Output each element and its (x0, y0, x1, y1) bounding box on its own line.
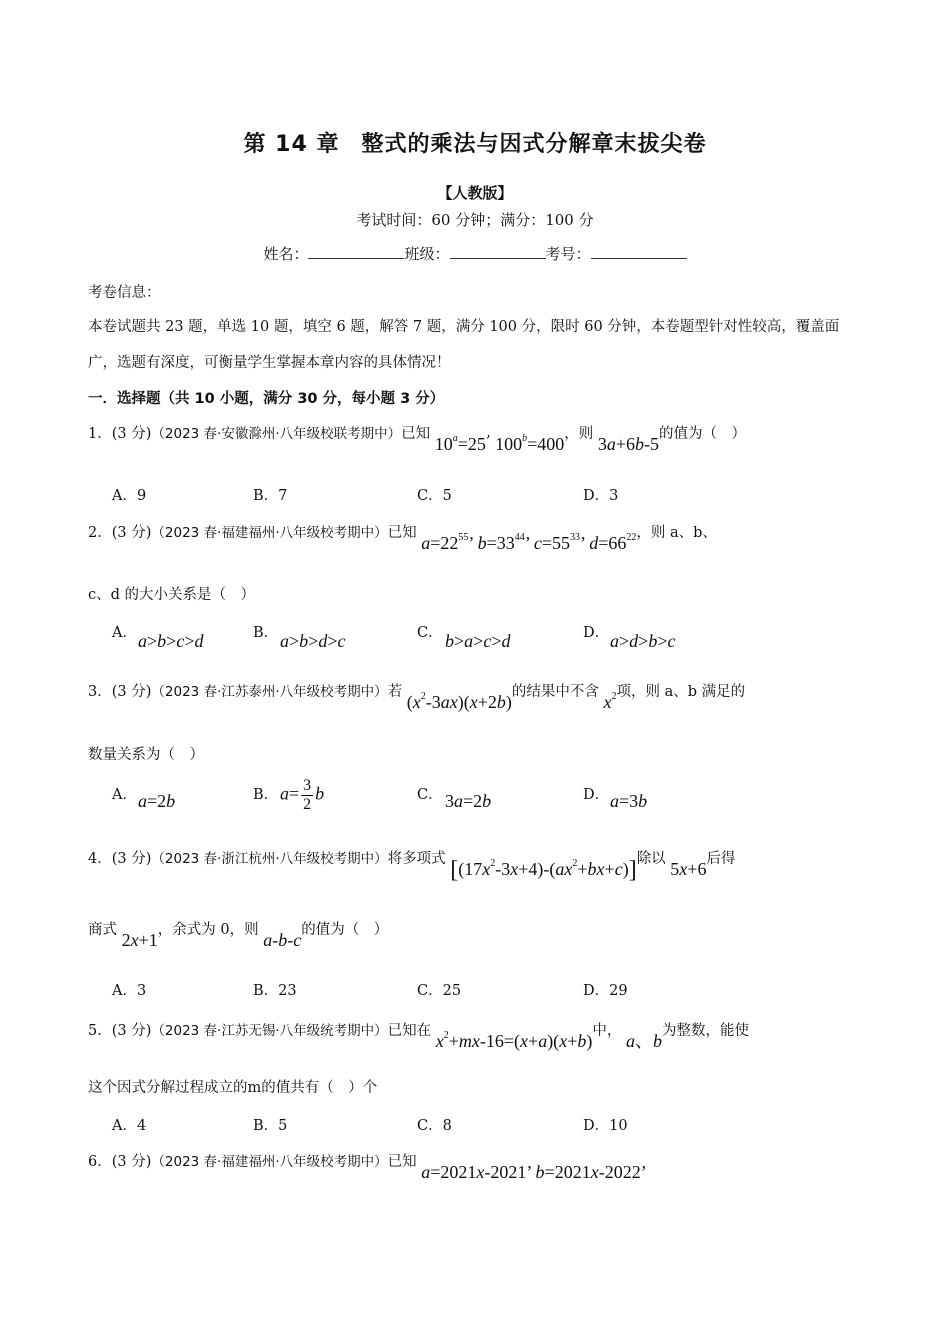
info-body: 本卷试题共 23 题，单选 10 题，填空 6 题，解答 7 题，满分 100 分，限时 60 分钟，本卷题型针对性较高，覆盖面广，选题有深度，可衡量学生掌握本章内容的具体情况！ (88, 319, 840, 371)
option-d[interactable]: D． (583, 625, 610, 641)
option-b[interactable]: B．7 (253, 488, 288, 504)
question-number: 1． (88, 426, 112, 442)
option-c[interactable]: C．5 (417, 488, 452, 504)
question-score: (3 分) (111, 1023, 152, 1039)
page-title (0, 127, 950, 158)
question-text: ，则 a、b、 (636, 525, 717, 541)
question-number: 6． (88, 1154, 112, 1170)
option-c[interactable]: C．8 (417, 1118, 452, 1134)
question-text: 已知在 (387, 1023, 432, 1039)
question-1-options (112, 484, 872, 514)
question-score: (3 分) (111, 851, 152, 867)
name-label: 姓名： (263, 245, 309, 263)
question-text: 的值为（ ） (301, 922, 389, 938)
math-expression: $(x^2-3ax)(x+2b)$ (406, 691, 512, 712)
question-source: （2023 春·江苏无锡·八年级统考期中） (151, 1023, 388, 1039)
question-text: 为整数，能使 (661, 1023, 749, 1039)
option-a[interactable]: A．9 (112, 488, 147, 504)
option-d-math: a=3b (610, 791, 648, 811)
math-expression: $a=22^{55}$’ $b=33^{44}$’ $c=55^{33}$’ $d=66^{22}$ (421, 532, 637, 553)
question-source: （2023 春·浙江杭州·八年级校考期中） (151, 851, 388, 867)
question-score: (3 分) (111, 1154, 152, 1170)
question-4-options (112, 979, 872, 1009)
question-text: 商式 (88, 922, 117, 938)
option-d[interactable]: D．10 (583, 1118, 628, 1134)
title-chapter: 第 14 章 (243, 132, 340, 157)
math-expression: $100^b=400$ (495, 433, 565, 454)
question-5-continued: 这个因式分解过程成立的m的值共有（ ）个 (88, 1080, 378, 1096)
question-2 (88, 521, 717, 553)
option-b[interactable]: B． (253, 787, 279, 803)
option-b-math: a>b>d>c (280, 631, 346, 651)
name-blank[interactable] (308, 244, 404, 259)
question-text: ，则 (564, 426, 594, 442)
question-text: 已知 (387, 525, 417, 541)
question-4-continued (88, 918, 389, 950)
question-2-options (112, 621, 872, 657)
option-a[interactable]: A． (112, 625, 137, 641)
math-expression: a-b-c (263, 930, 302, 950)
question-source: （2023 春·福建福州·八年级校考期中） (151, 1154, 388, 1170)
question-6 (88, 1150, 647, 1182)
question-source: （2023 春·福建福州·八年级校考期中） (151, 525, 388, 541)
question-text: 的结果中不含 (511, 684, 599, 700)
math-expression: $x^2+mx-16=(x+a)(x+b)$ (435, 1030, 593, 1051)
option-b[interactable]: B．5 (253, 1118, 288, 1134)
option-c-math: b>a>c>d (445, 631, 511, 651)
option-d-math: a>d>b>c (610, 631, 676, 651)
question-text: 中， (592, 1023, 622, 1039)
question-4 (88, 845, 736, 883)
question-text: 已知 (387, 1154, 417, 1170)
option-a[interactable]: A．4 (112, 1118, 147, 1134)
math-expression: 2x+1 (121, 930, 158, 950)
question-text: 项，则 a、b 满足的 (616, 684, 746, 700)
option-a[interactable]: A．3 (112, 983, 147, 999)
math-expression: a=2021x-2021’ b=2021x-2022’ (421, 1162, 647, 1182)
question-number: 4． (88, 851, 112, 867)
math-expression: a、b (625, 1031, 662, 1051)
question-5-options (112, 1114, 872, 1144)
question-score: (3 分) (111, 426, 152, 442)
option-d[interactable]: D．29 (583, 983, 628, 999)
question-number: 5． (88, 1023, 112, 1039)
question-score: (3 分) (111, 684, 152, 700)
math-expression: $[(17x^2-3x+4)-(ax^2+bx+c)]$ (450, 857, 637, 883)
option-c[interactable]: C．25 (417, 983, 462, 999)
question-source: （2023 春·江苏泰州·八年级校考期中） (151, 684, 388, 700)
question-number: 2． (88, 525, 112, 541)
question-source: （2023 春·安徽滁州·八年级校联考期中） (151, 426, 402, 442)
math-expression: $10^a=25$ (434, 433, 486, 454)
question-text: 的值为（ ） (659, 426, 747, 442)
question-3 (88, 680, 746, 712)
question-1: 1．(3 分)（2023 春·安徽滁州·八年级校联考期中）已知 $10^a=25$’ $100^b=400$，则 3a+6b-5的值为（ ） (88, 426, 747, 454)
option-c[interactable]: C． (417, 625, 443, 641)
math-expression: 5x+6 (670, 859, 707, 879)
info-label: 考卷信息： (88, 285, 161, 301)
question-3-continued: 数量关系为（ ） (88, 747, 204, 763)
title-main: 整式的乘法与因式分解章末拔尖卷 (361, 132, 707, 157)
section-title: 一．选择题（共 10 小题，满分 30 分，每小题 3 分） (88, 391, 445, 407)
math-expression: 3a+6b-5 (597, 434, 660, 454)
question-text: 将多项式 (387, 851, 446, 867)
question-3-options (112, 777, 872, 827)
exam-time: 考试时间：60 分钟；满分：100 分 (356, 211, 594, 229)
option-c[interactable]: C． (417, 787, 443, 803)
edition-label: 【人教版】 (437, 184, 513, 202)
option-a[interactable]: A． (112, 787, 137, 803)
option-b[interactable]: B．23 (253, 983, 297, 999)
number-blank[interactable] (591, 244, 687, 259)
option-b[interactable]: B． (253, 625, 279, 641)
option-d[interactable]: D． (583, 787, 610, 803)
number-label: 考号： (545, 245, 591, 263)
class-label: 班级： (404, 245, 450, 263)
class-blank[interactable] (450, 244, 546, 259)
question-text: 除以 (636, 851, 666, 867)
question-number: 3． (88, 684, 112, 700)
question-text: 已知 (401, 426, 431, 442)
option-c-math: 3a=2b (445, 791, 492, 811)
math-expression: $x^2$ (603, 691, 617, 712)
question-score: (3 分) (111, 525, 152, 541)
option-a-math: a>b>c>d (138, 631, 204, 651)
question-text: ，余式为 0，则 (157, 922, 259, 938)
question-text: 若 (387, 684, 403, 700)
option-b-math: a= $\frac{3}{2}$ b (280, 777, 325, 813)
option-a-math: a=2b (138, 791, 176, 811)
question-2-continued: c、d 的大小关系是（ ） (88, 587, 256, 603)
option-d[interactable]: D．3 (583, 488, 619, 504)
question-5 (88, 1015, 749, 1051)
question-text: 后得 (706, 851, 736, 867)
student-info-row (0, 243, 950, 264)
